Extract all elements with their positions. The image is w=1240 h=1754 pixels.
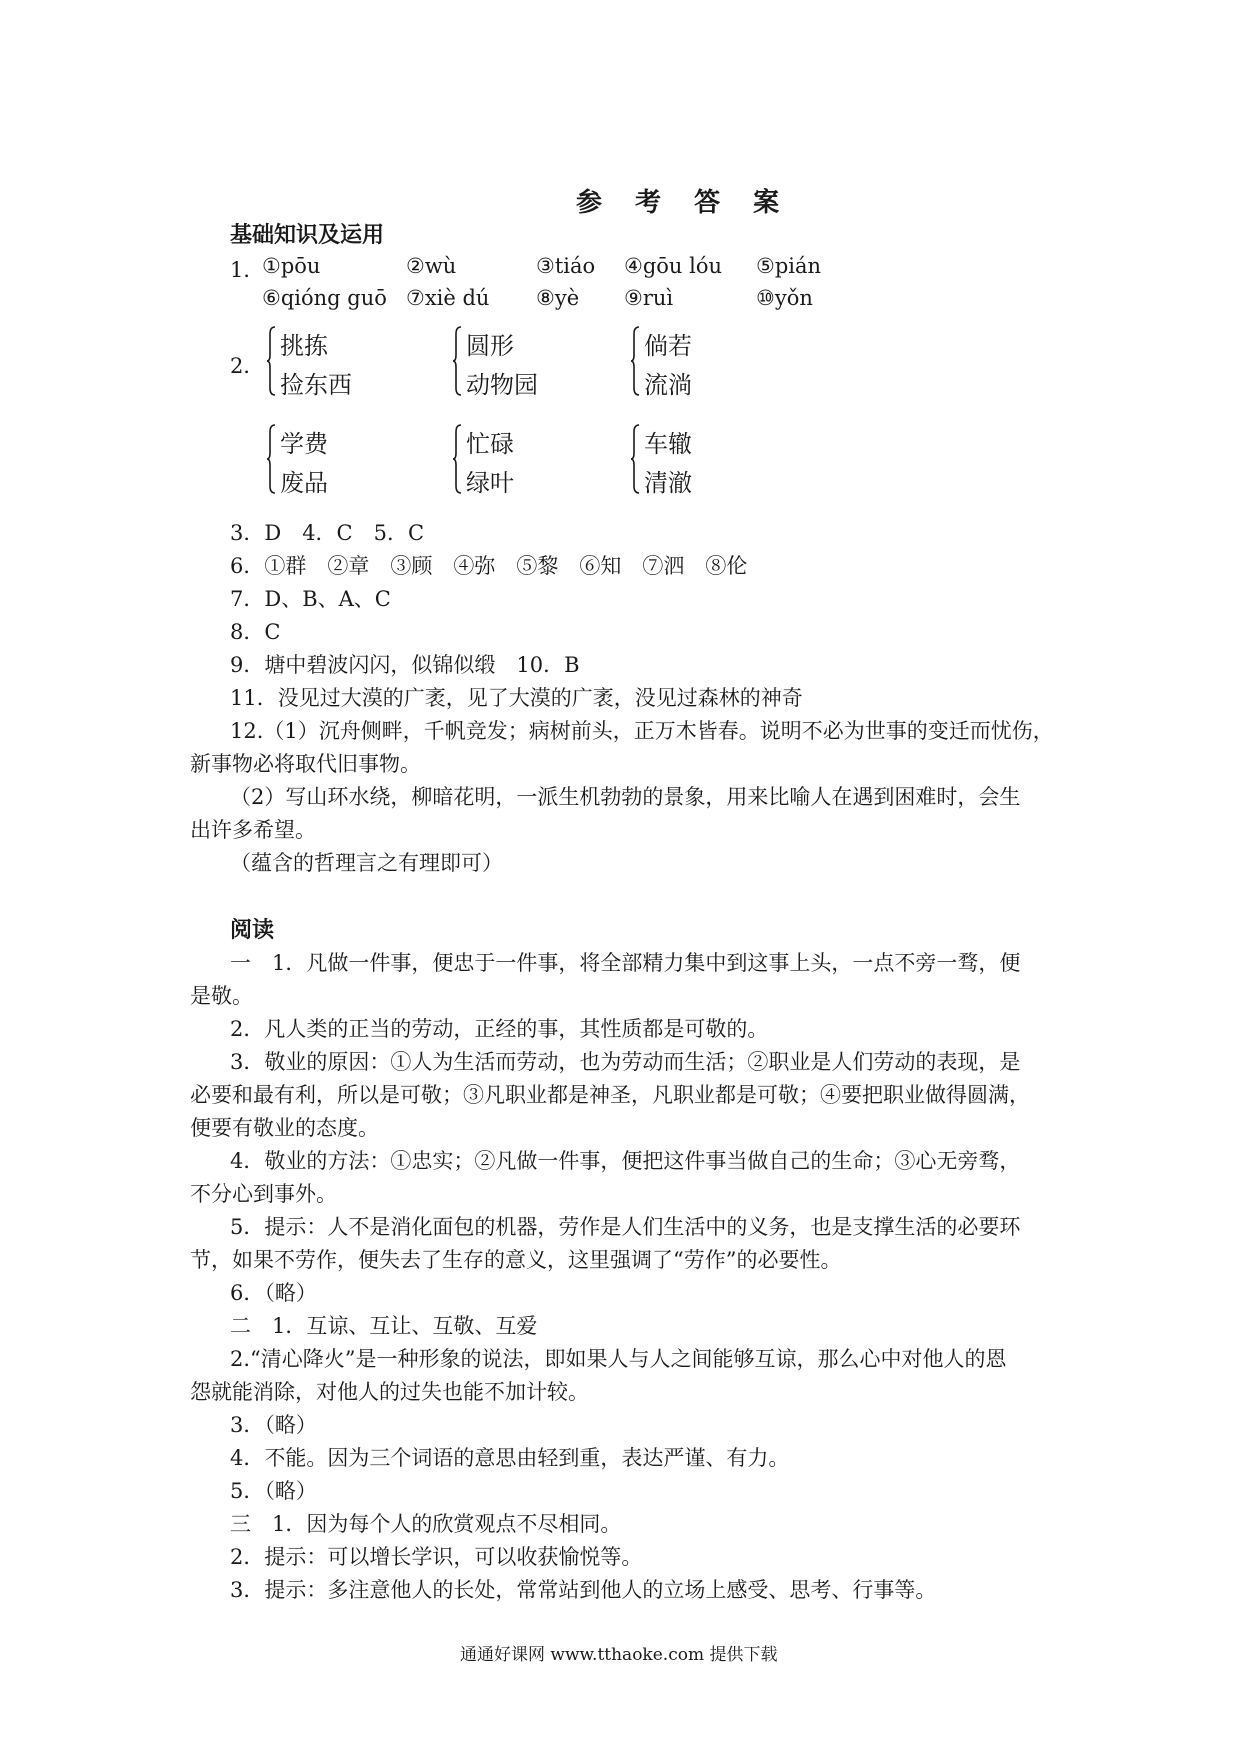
answer-line: 3．D 4．C 5．C bbox=[230, 521, 425, 545]
answer-line: 2.“清心降火”是一种形象的说法，即如果人与人之间能够互谅，那么心中对他人的恩 bbox=[230, 1347, 1007, 1371]
answer-line: 必要和最有利，所以是可敬；③凡职业都是神圣，凡职业都是可敬；④要把职业做得圆满， bbox=[190, 1083, 1030, 1107]
q2-word: 学费 bbox=[280, 430, 328, 458]
brace-icon bbox=[266, 326, 276, 396]
answer-line: 怨就能消除，对他人的过失也能不加计较。 bbox=[190, 1380, 589, 1404]
q1-item: ⑨ruì bbox=[624, 286, 674, 310]
q2-word: 绿叶 bbox=[466, 469, 514, 497]
answer-line: 2．提示：可以增长学识，可以收获愉悦等。 bbox=[230, 1545, 643, 1569]
answer-line: 3．（略） bbox=[230, 1413, 317, 1437]
answer-line: 新事物必将取代旧事物。 bbox=[190, 752, 421, 776]
answer-line: 7．D、B、A、C bbox=[230, 587, 391, 611]
page-footer: 通通好课网 www.tthaoke.com 提供下载 bbox=[460, 1645, 778, 1665]
q2-word: 倘若 bbox=[644, 332, 692, 360]
answer-line: 3．敬业的原因：①人为生活而劳动，也为劳动而生活；②职业是人们劳动的表现，是 bbox=[230, 1050, 1021, 1074]
q1-item: ⑦xiè dú bbox=[406, 286, 490, 310]
q2-word: 挑拣 bbox=[280, 332, 328, 360]
answer-line: 出许多希望。 bbox=[190, 818, 316, 842]
brace-icon bbox=[630, 326, 640, 396]
answer-line: 不分心到事外。 bbox=[190, 1182, 337, 1206]
answer-line: 4．敬业的方法：①忠实；②凡做一件事，便把这件事当做自己的生命；③心无旁骛， bbox=[230, 1149, 1021, 1173]
answer-line: 2．凡人类的正当的劳动，正经的事，其性质都是可敬的。 bbox=[230, 1017, 769, 1041]
q1-item: ④gōu lóu bbox=[624, 254, 722, 278]
q1-item: ⑩yǒn bbox=[756, 286, 813, 310]
answer-line: 是敬。 bbox=[190, 984, 253, 1008]
q2-word: 废品 bbox=[280, 469, 328, 497]
q2-word: 清澈 bbox=[644, 469, 692, 497]
q1-item: ⑥qióng guō bbox=[262, 286, 387, 310]
answer-line: 3．提示：多注意他人的长处，常常站到他人的立场上感受、思考、行事等。 bbox=[230, 1578, 937, 1602]
answer-line: 二 1．互谅、互让、互敬、互爱 bbox=[230, 1314, 538, 1338]
answer-line: 便要有敬业的态度。 bbox=[190, 1116, 379, 1140]
answer-line: （蕴含的哲理言之有理即可） bbox=[230, 851, 503, 875]
brace-icon bbox=[452, 424, 462, 494]
answer-line: （2）写山环水绕，柳暗花明，一派生机勃勃的景象，用来比喻人在遇到困难时，会生 bbox=[230, 785, 1021, 809]
section-heading-reading: 阅读 bbox=[230, 918, 275, 943]
q2-number: 2． bbox=[230, 354, 265, 378]
answer-line: 5．（略） bbox=[230, 1479, 317, 1503]
answer-line: 一 1．凡做一件事，便忠于一件事，将全部精力集中到这事上头，一点不旁一骛，便 bbox=[230, 951, 1021, 975]
q1-number: 1． bbox=[230, 258, 265, 282]
q1-item: ③tiáo bbox=[536, 254, 596, 278]
answer-line: 5．提示：人不是消化面包的机器，劳作是人们生活中的义务，也是支撑生活的必要环 bbox=[230, 1215, 1021, 1239]
section-heading-basics: 基础知识及运用 bbox=[230, 223, 385, 248]
answer-line: 6．（略） bbox=[230, 1281, 317, 1305]
answer-line: 6．①群 ②章 ③顾 ④弥 ⑤黎 ⑥知 ⑦泗 ⑧伦 bbox=[230, 554, 748, 578]
answer-line: 12.（1）沉舟侧畔，千帆竞发；病树前头，正万木皆春。说明不必为世事的变迁而忧伤， bbox=[230, 719, 1054, 743]
brace-icon bbox=[452, 326, 462, 396]
q2-word: 动物园 bbox=[466, 371, 538, 399]
answer-line: 11．没见过大漠的广袤，见了大漠的广袤，没见过森林的神奇 bbox=[230, 686, 803, 710]
answer-line: 三 1．因为每个人的欣赏观点不尽相同。 bbox=[230, 1512, 622, 1536]
q2-word: 捡东西 bbox=[280, 371, 352, 399]
page-title: 参 考 答 案 bbox=[576, 188, 792, 218]
brace-icon bbox=[630, 424, 640, 494]
q2-word: 车辙 bbox=[644, 430, 692, 458]
answer-line: 8．C bbox=[230, 620, 281, 644]
q1-item: ⑧yè bbox=[536, 286, 580, 310]
q2-word: 忙碌 bbox=[466, 430, 514, 458]
q1-item: ⑤pián bbox=[756, 254, 822, 278]
answer-line: 4．不能。因为三个词语的意思由轻到重，表达严谨、有力。 bbox=[230, 1446, 790, 1470]
answer-line: 节，如果不劳作，便失去了生存的意义，这里强调了“劳作”的必要性。 bbox=[190, 1248, 842, 1272]
q1-item: ①pōu bbox=[262, 254, 321, 278]
brace-icon bbox=[266, 424, 276, 494]
q1-item: ②wù bbox=[406, 254, 457, 278]
q2-word: 流淌 bbox=[644, 371, 692, 399]
answer-line: 9．塘中碧波闪闪，似锦似缎 10．B bbox=[230, 653, 580, 677]
q2-word: 圆形 bbox=[466, 332, 514, 360]
